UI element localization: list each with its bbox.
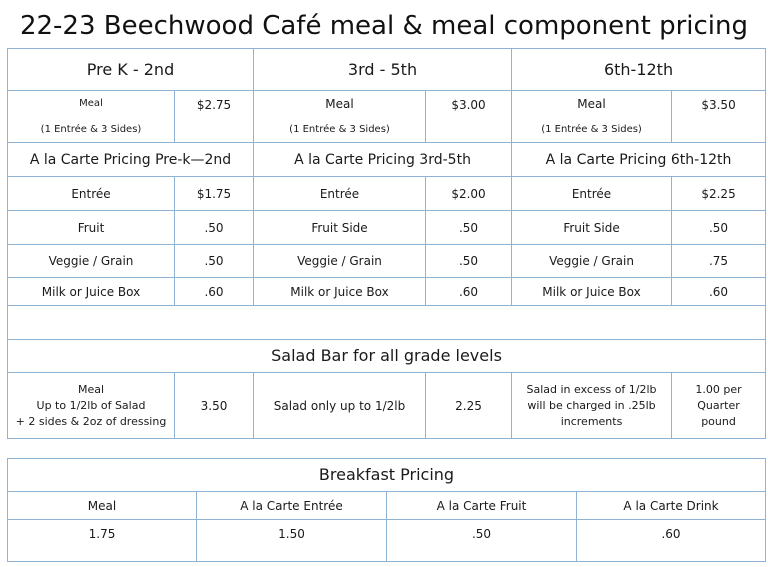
salad-meal-price: 3.50 [175, 373, 254, 439]
alacarte-header-6-12: A la Carte Pricing 6th-12th [512, 143, 766, 177]
price-cell: .60 [175, 278, 254, 306]
price-cell: .50 [175, 211, 254, 245]
price-cell: $1.75 [175, 177, 254, 211]
salad-meal-line-1: Meal [77, 382, 105, 396]
breakfast-pricing-table [7, 458, 766, 562]
price-cell: .60 [426, 278, 512, 306]
breakfast-col-fruit: A la Carte Fruit [387, 492, 577, 520]
grade-header-3-5: 3rd - 5th [254, 49, 512, 91]
page-title: 22-23 Beechwood Café meal & meal component pricing [19, 11, 749, 41]
salad-bar-header: Salad Bar for all grade levels [8, 340, 766, 373]
price-cell: .50 [426, 211, 512, 245]
item-cell: Veggie / Grain [254, 245, 426, 278]
salad-excess-price-line-2: Quarter [697, 398, 740, 412]
table-row [8, 245, 766, 278]
meal-detail: (1 Entrée & 3 Sides) [541, 123, 642, 135]
meal-price-6-12: $3.50 [672, 91, 766, 143]
alacarte-header-3-5: A la Carte Pricing 3rd-5th [254, 143, 512, 177]
item-cell: Veggie / Grain [8, 245, 175, 278]
price-cell: $2.00 [426, 177, 512, 211]
meal-label: Meal [325, 96, 354, 111]
item-cell: Fruit Side [512, 211, 672, 245]
salad-excess-line-3: increments [560, 414, 623, 428]
item-cell: Milk or Juice Box [512, 278, 672, 306]
salad-excess-price-line-1: 1.00 per [695, 382, 742, 396]
alacarte-header-prek-2: A la Carte Pricing Pre-k—2nd [8, 143, 254, 177]
salad-excess-price [672, 373, 766, 439]
grade-pricing-table [7, 48, 766, 439]
breakfast-entree-price: 1.50 [197, 520, 387, 562]
item-cell: Entrée [512, 177, 672, 211]
breakfast-col-entree: A la Carte Entrée [197, 492, 387, 520]
item-cell: Veggie / Grain [512, 245, 672, 278]
price-cell: .50 [672, 211, 766, 245]
price-cell: .75 [672, 245, 766, 278]
item-cell: Milk or Juice Box [8, 278, 175, 306]
meal-price-3-5: $3.00 [426, 91, 512, 143]
meal-cell-3-5 [254, 91, 426, 143]
meal-detail: (1 Entrée & 3 Sides) [40, 123, 142, 135]
meal-price-prek-2: $2.75 [175, 91, 254, 143]
salad-meal-line-2: Up to 1/2lb of Salad [36, 398, 146, 412]
breakfast-fruit-price: .50 [387, 520, 577, 562]
table-row [8, 211, 766, 245]
price-cell: $2.25 [672, 177, 766, 211]
meal-cell-6-12 [512, 91, 672, 143]
item-cell: Fruit [8, 211, 175, 245]
grade-header-prek-2: Pre K - 2nd [8, 49, 254, 91]
salad-excess-description [512, 373, 672, 439]
salad-only-price: 2.25 [426, 373, 512, 439]
item-cell: Fruit Side [254, 211, 426, 245]
salad-meal-description [8, 373, 175, 439]
breakfast-col-meal: Meal [8, 492, 197, 520]
meal-detail: (1 Entrée & 3 Sides) [289, 123, 390, 135]
grade-header-6-12: 6th-12th [512, 49, 766, 91]
salad-meal-line-3: + 2 sides & 2oz of dressing [15, 414, 167, 428]
table-row [8, 177, 766, 211]
price-cell: .60 [672, 278, 766, 306]
price-cell: .50 [426, 245, 512, 278]
meal-label: Meal [577, 96, 606, 111]
breakfast-drink-price: .60 [577, 520, 766, 562]
item-cell: Milk or Juice Box [254, 278, 426, 306]
breakfast-meal-price: 1.75 [8, 520, 197, 562]
price-cell: .50 [175, 245, 254, 278]
salad-excess-line-1: Salad in excess of 1/2lb [526, 382, 657, 396]
spacer-row [8, 306, 766, 340]
breakfast-col-drink: A la Carte Drink [577, 492, 766, 520]
breakfast-header: Breakfast Pricing [8, 459, 766, 492]
meal-cell-prek-2 [8, 91, 175, 143]
salad-excess-price-line-3: pound [701, 414, 736, 428]
table-row [8, 278, 766, 306]
salad-excess-line-2: will be charged in .25lb [527, 398, 656, 412]
meal-label: Meal [79, 97, 103, 109]
salad-only-description: Salad only up to 1/2lb [254, 373, 426, 439]
item-cell: Entrée [254, 177, 426, 211]
item-cell: Entrée [8, 177, 175, 211]
